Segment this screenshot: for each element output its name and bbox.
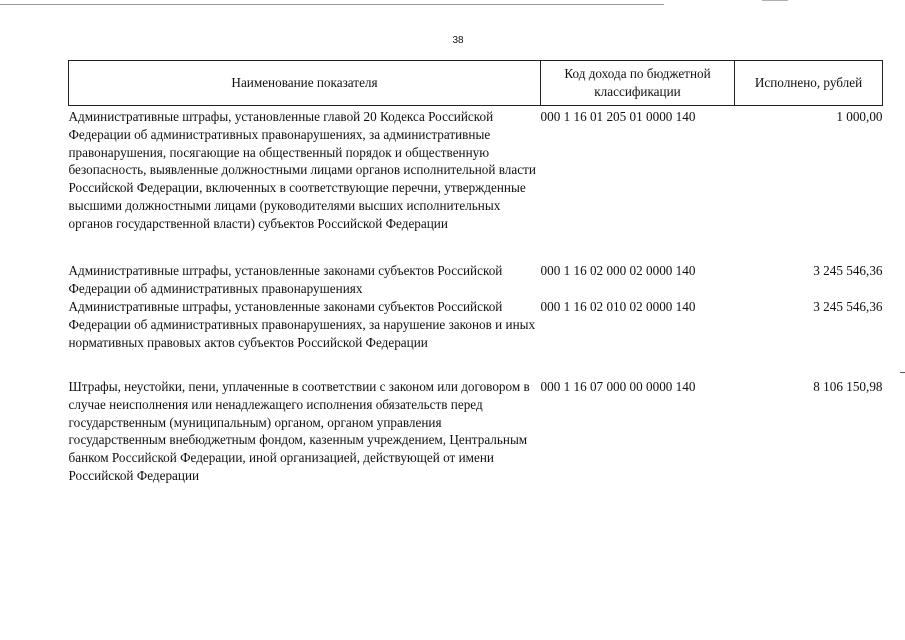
scan-artifact-mark [900, 372, 905, 373]
executed-amount-cell: 8 106 150,98 [813, 379, 883, 394]
table-row [69, 106, 883, 263]
table-row [69, 298, 883, 370]
indicator-name-cell: Административные штрафы, установленные законами субъектов Российской Федерации об административных правонарушениях, за нарушение законов и иных нормативных правовых актов субъектов Российской Федерации [68, 299, 536, 350]
indicator-name-cell: Штрафы, неустойки, пени, уплаченные в соответствии с законом или договором в случае неисполнения или ненадлежащего исполнения обязательств перед государственным (муниципальным) органом, органом управления государственным внебюджетным фондом, казенным учреждением, Центральным банком Российской Федерации, иной организацией, действующей от имени Российской Федерации [68, 379, 530, 483]
executed-amount-cell: 3 245 546,36 [813, 299, 883, 314]
executed-amount-cell: 3 245 546,36 [813, 263, 883, 278]
header-executed-amount: Исполнено, рублей [735, 61, 883, 106]
budget-code-cell: 000 1 16 02 000 02 0000 140 [540, 263, 696, 278]
table-row [69, 370, 883, 485]
budget-code-cell: 000 1 16 01 205 01 0000 140 [540, 109, 696, 124]
executed-amount-cell: 1 000,00 [836, 109, 883, 124]
table-row [69, 262, 883, 298]
budget-code-cell: 000 1 16 02 010 02 0000 140 [540, 299, 696, 314]
table-header-row [69, 61, 883, 106]
scan-artifact-line [762, 0, 788, 1]
indicator-name-cell: Административные штрафы, установленные законами субъектов Российской Федерации об административных правонарушениях [68, 263, 503, 296]
header-indicator-name: Наименование показателя [69, 61, 541, 106]
indicator-name-cell: Административные штрафы, установленные главой 20 Кодекса Российской Федерации об административных правонарушениях, за административные правонарушения, посягающие на общественный порядок и общественную безопасность, выявленные должностными лицами органов исполнительной власти Российской Федерации, включенных в соответствующие перечни, утвержденные высшими должностными лицами (руководителями высших исполнительных органов государственной власти) субъектов Российской Федерации [68, 109, 536, 231]
header-budget-code: Код дохода по бюджетной классификации [541, 61, 735, 106]
scan-artifact-line [0, 4, 664, 5]
budget-code-cell: 000 1 16 07 000 00 0000 140 [540, 379, 696, 394]
revenue-table [68, 60, 883, 485]
page-number: 38 [452, 35, 464, 46]
